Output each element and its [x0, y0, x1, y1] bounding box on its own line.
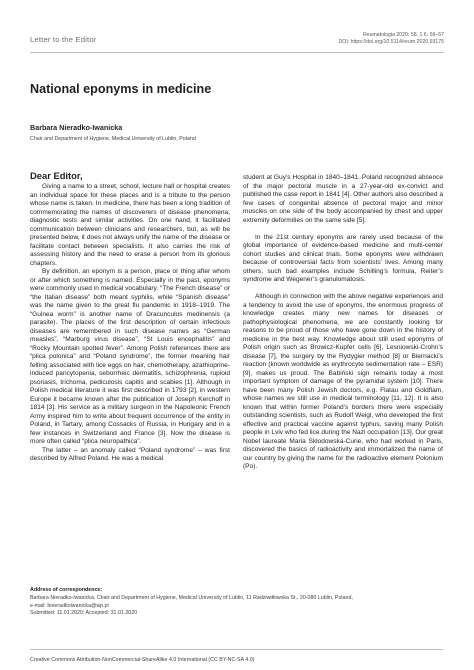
correspondence-heading: Address of correspondence:: [30, 587, 103, 593]
correspondence-email[interactable]: e-mail: bnieradkoiwanicka@wp.pl: [30, 602, 109, 609]
paragraph: Giving a name to a street, school, lecture hall or hospital creates an individual space for these places and is a tribute to the person whose name is taken. In medicine, there has been a long tradition of commemorating the names of discoverers of disease phenomena, diagnostic tests and similar activities. On one hand, it facilitated communication between clinicians and researchers, but, as will be presented below, it does not always unify the name of the disease or facilitate contact between specialists. It also carries the risk of assessing history and the need to erase a person from its glorious chapters.: [30, 183, 230, 267]
correspondence-block: [30, 587, 443, 617]
submission-dates: Submitted: 11.01.2020; Accepted: 31.01.2020: [30, 609, 138, 616]
journal-info: [339, 32, 444, 46]
header-rule: [30, 52, 444, 53]
article-title: National eponyms in medicine: [30, 82, 212, 96]
paragraph: In the 21st century eponyms are rarely used because of the global importance of evidence-based medicine and multi-center cohort studies and clinical trials. Some eponyms were withdrawn because of controversial facts from scientists’ lives. Among many others, such bad examples include Schilling’s formula, Reiter’s syndrome and Wegener’s granulomatosis.: [243, 233, 443, 283]
author-name: Barbara Nieradko-Iwanicka: [30, 123, 123, 132]
section-label: Letter to the Editor: [30, 35, 97, 44]
paragraph: By definition, an eponym is a person, place or thing after whom or after which something is named. Especially in the past, eponyms were commonly used in medical vocabulary. “The French disease” or “the Italian disease” both meant syphilis, while “Spanish disease” was the name given to the great flu pandemic in 1918–1919. The “Guinea worm” is another name of Dracunculus medinensis (a parasite). The places of the first description of certain infectious diseases are remembered in such disease names as “German measles”, “Marburg virus disease”, “St Louis encephalitis” and “Rocky Mountain spotted fever”. Among Polish references there are “plica polonica” and “Poland syndrome”, the former meaning hair felting associated with lice eggs on hair, chemotherapy, azathioprine-induced pancytopenia, seborrheic dermatitis, schizophrenia, rupioid psoriasis, trichoma, pediculosis capitis and scabies [1]. Although in Polish medical literature it was first described in 1793 [2], in western Europe it became known after the publication of Joseph Kerchoff in 1814 [3]. His service as a military surgeon in the Napoleonic French Army inspired him to write about frequent occurrence of the entity in Poland, in Tartary, among Cossacks of Russia, in Hungary and in a few instances in Switzerland and France [3]. Now the disease is more often called “plica neuropathica”.: [30, 268, 230, 445]
left-column: [30, 183, 230, 464]
correspondence-address: Barbara Nieradko-Iwanicka, Chair and Department of Hygiene, Medical University of Lublin, 11 Radziwiłłowska St., 20-080 Lublin, Poland,: [30, 595, 353, 602]
salutation: Dear Editor,: [30, 170, 83, 181]
paragraph: The latter – an anomaly called “Poland syndrome” – was first described by Alfred Poland. He was a medical: [30, 446, 230, 462]
license-text: Creative Commons Attribution-NonCommercial-ShareAlike 4.0 International (CC BY-NC-SA 4.0): [30, 657, 255, 663]
footer-rule: [30, 649, 443, 650]
author-affiliation: Chair and Department of Hygiene, Medical University of Lublin, Poland: [30, 136, 196, 142]
journal-citation: Reumatologia 2020; 58, 1 6: 56–57: [362, 32, 444, 38]
paragraph: Although in connection with the above negative experiences and a tendency to avoid the use of eponyms, the enormous progress of knowledge creates many new names for diseases or pathophysiological phenomena, we are constantly looking for reasons to be proud of those who have gone down in the history of medicine in the best way. Knowledge about still used eponyms of Polish origin such as Browicz-Kupfer cells [6], Lesniowski-Crohn’s disease [7], the surgery by the Rydygier method [8] or Biernacki’s reaction (known worldwide as erythrocyte sedimentation rate – ESR) [9], makes us proud. The Babiński sign remains today a most important symptom of damage of the pyramidal system [10]. There have been many Polish Jewish doctors, e.g. Flatau and Goldflam, whose names we still use in medical terminology [11, 12]. It is also known that within former Poland’s borders there were especially outstanding scientists, such as Rudolf Weigl, who developed the first effective and practical vaccine against typhus, saving many Polish people in Lviv who fed lice during the Nazi occupation [13]. Our great Nobel laureate Maria Skłodowska-Curie, who had worked in Paris, discovered the basics of radioactivity and immortalized the name of our country by giving the name for the radioactive element Polonium (Po).: [243, 293, 443, 470]
paragraph: student at Guy’s Hospital in 1840–1841. Poland recognized absence of the major pectoral muscle in a 27-year-old ex-convict and published the case report in 1841 [4]. Other authors also described a few cases of congenital absence of pectoral major and minor muscles on one side of the body accompanied by chest and upper extremity deformities on the same side [5].: [243, 174, 443, 224]
doi-link[interactable]: DOI: https://doi.org/10.5114/reum.2020.93175: [338, 39, 444, 45]
right-column: [243, 174, 443, 472]
